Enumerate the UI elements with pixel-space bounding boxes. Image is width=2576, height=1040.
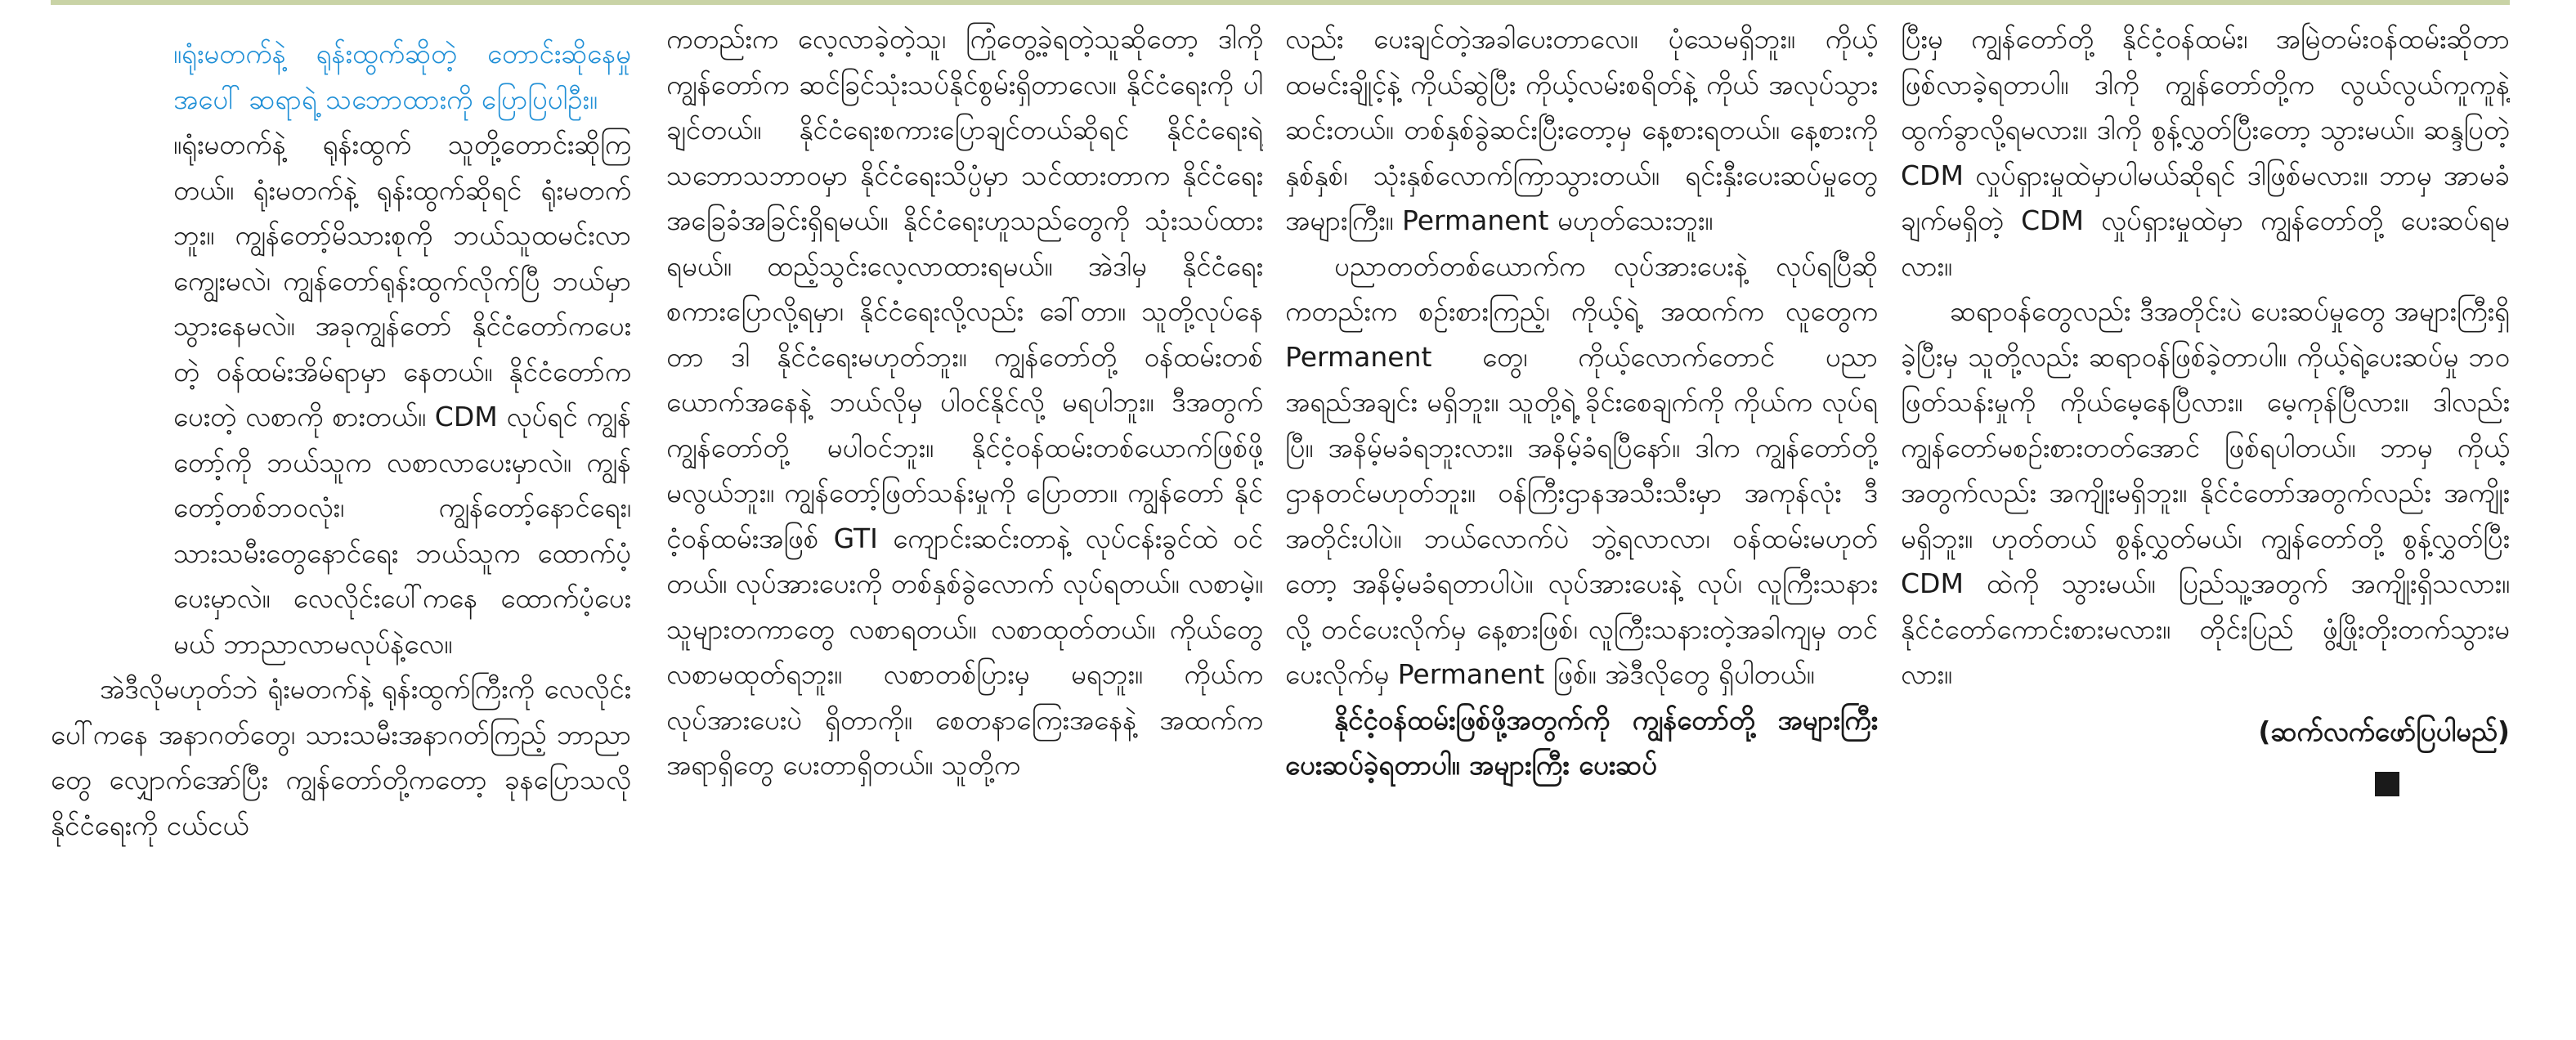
question-label — [51, 31, 173, 77]
continued-note: (ဆက်လက်ဖော်ပြပါမည်) — [2258, 715, 2510, 747]
body-paragraph: ဆရာဝန်တွေလည်း ဒီအတိုင်းပဲ ပေးဆပ်မှုတွေ အများကြီးရှိခဲ့ပြီးမှ သူတို့လည်း ဆရာဝန်ဖြစ်ခဲ့တာပါ။ ကိုယ့်ရဲ့ပေးဆပ်မှု ဘဝဖြတ်သန်းမှုကို ကိုယ်မေ့နေပြီလား။ မေ့ကုန်ပြီလား။ ဒါလည်း ကျွန်တော်မစဉ်းစားတတ်အောင် ဖြစ်ရပါတယ်။ ဘာမှ ကိုယ့်အတွက်လည်း အကျိုးမရှိဘူး။ နိုင်ငံတော်အတွက်လည်း အကျိုးမရှိဘူး။ ဟုတ်တယ် စွန့်လွှတ်မယ်၊ ကျွန်တော်တို့ စွန့်လွှတ်ပြီး CDM ထဲကို သွားမယ်။ ပြည်သူ့အတွက် အကျိုးရှိသလား။ နိုင်ငံတော်ကောင်းစားမလား။ တိုင်းပြည် ဖွံ့ဖြိုးတိုးတက်သွားမလား။ — [1901, 295, 2510, 690]
body-paragraph: ပညာတတ်တစ်ယောက်က လုပ်အားပေးနဲ့ လုပ်ရပြီဆိုကတည်းက စဉ်းစားကြည့်၊ ကိုယ့်ရဲ့ အထက်က လူတွေက Permanent တွေ၊ ကိုယ့်လောက်တောင် ပညာအရည်အချင်း မရှိဘူး။ သူတို့ရဲ့ ခိုင်းစေချက်ကို ကိုယ်က လုပ်ရပြီ။ အနိမ့်မခံရဘူးလား။ အနိမ့်ခံရပြီနော်။ ဒါက ကျွန်တော်တို့ ဌာနတင်မဟုတ်ဘူး။ ဝန်ကြီးဌာနအသီးသီးမှာ အကုန်လုံး ဒီအတိုင်းပါပဲ။ ဘယ်လောက်ပဲ ဘွဲ့ရလာလာ၊ ဝန်ထမ်းမဟုတ်တော့ အနိမ့်မခံရတာပါပဲ။ လုပ်အားပေးနဲ့ လုပ်၊ လူကြီးသနားလို့ တင်ပေးလိုက်မှ နေ့စားဖြစ်၊ လူကြီးသနားတဲ့အခါကျမှ တင်ပေးလိုက်မှ Permanent ဖြစ်။ အဲဒီလိုတွေ ရှိပါတယ်။ — [1285, 249, 1878, 690]
top-rule — [51, 0, 2510, 5]
column-3 — [1285, 16, 1878, 1038]
body-paragraph-bold — [1285, 697, 1878, 788]
answer-label — [51, 122, 173, 168]
body-paragraph: အဲဒီလိုမဟုတ်ဘဲ ရုံးမတက်နဲ့ ရုန်းထွက်ကြီးကို လေလိုင်းပေါ်ကနေ အနာဂတ်တွေ၊ သားသမီးအနာဂတ်ကြည့် ဘာညာတွေ လျှောက်အော်ပြီး ကျွန်တော်တို့ကတော့ ခုနပြောသလို နိုင်ငံရေးကို ငယ်ငယ် — [51, 673, 631, 841]
answer-paragraph — [51, 122, 631, 666]
answer-text: ။ရုံးမတက်နဲ့ ရုန်းထွက် သူတို့တောင်းဆိုကြတယ်။ ရုံးမတက်နဲ့ ရုန်းထွက်ဆိုရင် ရုံးမတက်ဘူး။ ကျွန်တော့်မိသားစုကို ဘယ်သူထမင်းလာကျွေးမလဲ၊ ကျွန်တော်ရုန်းထွက်လိုက်ပြီ ဘယ်မှာသွားနေမလဲ။ အခုကျွန်တော် နိုင်ငံတော်ကပေးတဲ့ ဝန်ထမ်းအိမ်ရာမှာ နေတယ်။ နိုင်ငံတော်ကပေးတဲ့ လစာကို စားတယ်။ CDM လုပ်ရင် ကျွန်တော့်ကို ဘယ်သူက လစာလာပေးမှာလဲ။ ကျွန်တော့်တစ်ဘဝလုံး၊ ကျွန်တော့်နောင်ရေး၊ သားသမီးတွေနောင်ရေး ဘယ်သူက ထောက်ပံ့ပေးမှာလဲ။ လေလိုင်းပေါ်ကနေ ထောက်ပံ့ပေးမယ် ဘာညာလာမလုပ်နဲ့လေ။ — [173, 128, 631, 660]
question-paragraph — [51, 31, 631, 122]
body-paragraph: ပြီးမှ ကျွန်တော်တို့ နိုင်ငံ့ဝန်ထမ်း၊ အမြဲတမ်းဝန်ထမ်းဆိုတာ ဖြစ်လာခဲ့ရတာပါ။ ဒါကို ကျွန်တော်တို့က လွယ်လွယ်ကူကူနဲ့ ထွက်ခွာလို့ရမလား။ ဒါကို စွန့်လွှတ်ပြီးတော့ သွားမယ်။ ဆန္ဒပြတဲ့ CDM လှုပ်ရှားမှုထဲမှာပါမယ်ဆိုရင် ဒါဖြစ်မလား။ ဘာမှ အာမခံချက်မရှိတဲ့ CDM လှုပ်ရှားမှုထဲမှာ ကျွန်တော်တို့ ပေးဆပ်ရမလား။ — [1901, 23, 2510, 282]
question-text: ။ရုံးမတက်နဲ့ ရုန်းထွက်ဆိုတဲ့ တောင်းဆိုနေမှုအပေါ် ဆရာရဲ့ သဘောထားကို ပြောပြပါဦး။ — [173, 38, 631, 115]
end-mark — [2375, 772, 2399, 796]
column-2 — [666, 16, 1263, 1038]
body-paragraph: လည်း ပေးချင်တဲ့အခါပေးတာလေ။ ပုံသေမရှိဘူး။ ကိုယ့်ထမင်းချိုင့်နဲ့ ကိုယ်ဆွဲပြီး ကိုယ့်လမ်းစရိတ်နဲ့ ကိုယ် အလုပ်သွားဆင်းတယ်။ တစ်နှစ်ခွဲဆင်းပြီးတော့မှ နေ့စားရတယ်။ နေ့စားကို နှစ်နှစ်၊ သုံးနှစ်လောက်ကြာသွားတယ်။ ရင်းနှီးပေးဆပ်မှုတွေ အများကြီး။ Permanent မဟုတ်သေးဘူး။ — [1285, 23, 1878, 236]
body-paragraph: ကတည်းက လေ့လာခဲ့တဲ့သူ၊ ကြုံတွေ့ခဲ့ရတဲ့သူဆိုတော့ ဒါကို ကျွန်တော်က ဆင်ခြင်သုံးသပ်နိုင်စွမ်းရှိတာလေ။ နိုင်ငံရေးကို ပါချင်တယ်။ နိုင်ငံရေးစကားပြောချင်တယ်ဆိုရင် နိုင်ငံရေးရဲ့ သဘောသဘာဝမှာ နိုင်ငံရေးသိပ္ပံမှာ သင်ထားတာက နိုင်ငံရေးအခြေခံအခြင်းရှိရမယ်။ နိုင်ငံရေးဟူသည်တွေကို သုံးသပ်ထားရမယ်။ ထည့်သွင်းလေ့လာထားရမယ်။ အဲဒါမှ နိုင်ငံရေးစကားပြောလို့ရမှာ၊ နိုင်ငံရေးလို့လည်း ခေါ်တာ။ သူတို့လုပ်နေတာ ဒါ နိုင်ငံရေးမဟုတ်ဘူး။ ကျွန်တော်တို့ ဝန်ထမ်းတစ်ယောက်အနေနဲ့ ဘယ်လိုမှ ပါဝင်နိုင်လို့ မရပါဘူး။ ဒီအတွက် ကျွန်တော်တို့ မပါဝင်ဘူး။ နိုင်ငံ့ဝန်ထမ်းတစ်ယောက်ဖြစ်ဖို့ မလွယ်ဘူး။ ကျွန်တော့်ဖြတ်သန်းမှုကို ပြောတာ။ ကျွန်တော် နိုင်ငံ့ဝန်ထမ်းအဖြစ် GTI ကျောင်းဆင်းတာနဲ့ လုပ်ငန်းခွင်ထဲ ဝင်တယ်။ လုပ်အားပေးကို တစ်နှစ်ခွဲလောက် လုပ်ရတယ်။ လစာမဲ့။ သူများတကာတွေ လစာရတယ်။ လစာထုတ်တယ်။ ကိုယ်တွေ လစာမထုတ်ရဘူး။ လစာတစ်ပြားမှ မရဘူး။ ကိုယ်က လုပ်အားပေးပဲ ရှိတာကို။ စေတနာကြေးအနေနဲ့ အထက်က အရာရှိတွေ ပေးတာရှိတယ်။ သူတို့က — [666, 23, 1263, 781]
column-1 — [51, 16, 631, 1038]
column-4 — [1901, 16, 2510, 1038]
bold-text: နိုင်ငံ့ဝန်ထမ်းဖြစ်ဖို့အတွက်ကို ကျွန်တော်တို့ အများကြီး ပေးဆပ်ခဲ့ရတာပါ။ အများကြီး ပေးဆပ် — [1285, 703, 1878, 781]
